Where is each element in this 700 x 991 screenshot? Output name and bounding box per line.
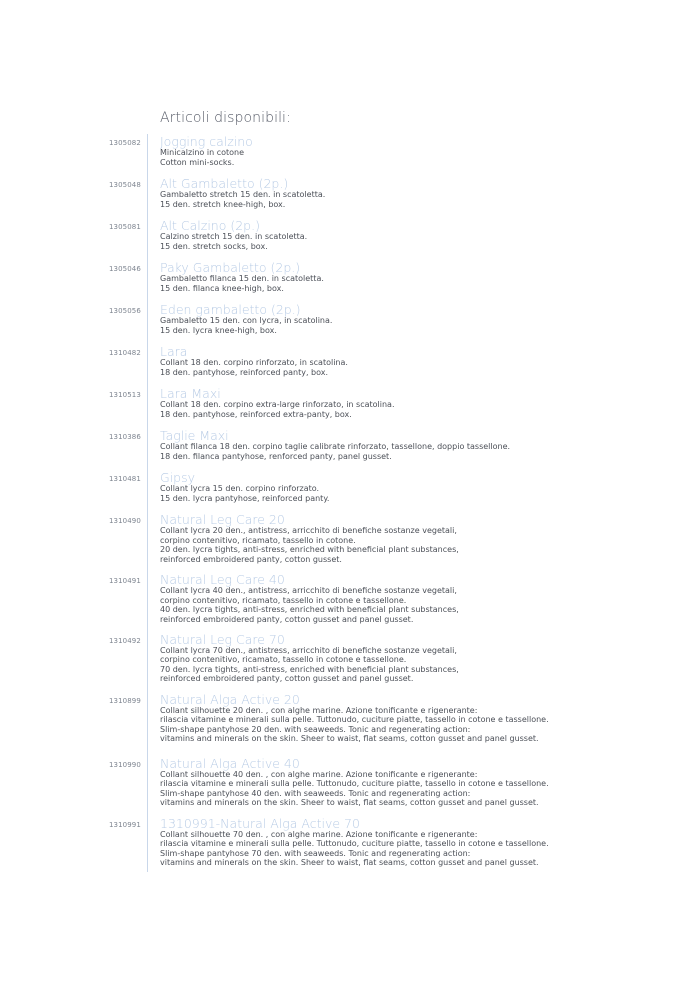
product-description-line: rilascia vitamine e minerali sulla pelle. Tuttonudo, cuciture piatte, tassello in cotone e tassellone. bbox=[160, 715, 549, 724]
product-body bbox=[160, 573, 700, 624]
product-description-line: 70 den. lycra tights, anti-stress, enriched with beneficial plant substances, bbox=[160, 664, 459, 674]
product-name: Gipsy bbox=[160, 470, 196, 485]
product-item bbox=[0, 219, 700, 251]
product-description-line: 15 den. lycra knee-high, box. bbox=[160, 325, 277, 335]
product-code: 1310990 bbox=[109, 760, 141, 769]
product-name: Lara bbox=[160, 344, 188, 359]
product-item bbox=[0, 757, 700, 808]
product-body bbox=[160, 303, 700, 335]
product-code: 1310491 bbox=[109, 577, 141, 585]
product-description-line: Slim-shape pantyhose 40 den. with seaweeds. Tonic and regenerating action: bbox=[160, 788, 471, 798]
product-description-line: Collant silhouette 20 den. , con alghe marine. Azione tonificante e rigenerante: bbox=[160, 705, 478, 715]
product-code: 1305046 bbox=[109, 265, 141, 273]
product-description-line: Minicalzino in cotone bbox=[160, 148, 245, 157]
product-body bbox=[160, 757, 700, 808]
product-description-line: 18 den. filanca pantyhose, renforced panty, panel gusset. bbox=[160, 451, 392, 461]
product-code: 1305082 bbox=[109, 139, 141, 147]
product-description-line: Cotton mini-socks. bbox=[160, 157, 235, 167]
product-name: Jogging calzino bbox=[160, 134, 253, 149]
product-code: 1310386 bbox=[109, 433, 141, 441]
product-code: 1310490 bbox=[109, 517, 141, 525]
product-description-line: Collant lycra 40 den., antistress, arricchito di benefiche sostanze vegetali, bbox=[160, 586, 457, 595]
product-item bbox=[0, 303, 700, 335]
product-description-line: reinforced embroidered panty, cotton gusset and panel gusset. bbox=[160, 674, 414, 683]
product-description-line: 15 den. lycra pantyhose, reinforced panty. bbox=[160, 493, 330, 503]
product-item bbox=[0, 345, 700, 377]
product-code: 1305081 bbox=[109, 223, 141, 231]
product-name: Natural Leg Care 20 bbox=[160, 512, 285, 527]
product-description-line: Collant 18 den. corpino extra-large rinforzato, in scatolina. bbox=[160, 400, 395, 409]
product-description-line: Collant 18 den. corpino rinforzato, in scatolina. bbox=[160, 358, 348, 367]
product-description-line: 18 den. pantyhose, reinforced panty, box. bbox=[160, 367, 329, 377]
product-description-line: 15 den. stretch knee-high, box. bbox=[160, 199, 286, 209]
product-description-line: Gambaletto 15 den. con lycra, in scatolina. bbox=[160, 316, 333, 325]
product-name: Natural Leg Care 70 bbox=[160, 631, 285, 647]
product-name: 1310991-Natural Alga Active 70 bbox=[160, 815, 360, 831]
product-description-line: 15 den. stretch socks, box. bbox=[160, 241, 268, 251]
product-description-line: Collant silhouette 40 den. , con alghe marine. Azione tonificante e rigenerante: bbox=[160, 769, 478, 779]
product-item bbox=[0, 429, 700, 461]
product-body bbox=[160, 387, 700, 419]
product-description-line: corpino contenitivo, ricamato, tassello in cotone e tassellone. bbox=[160, 595, 407, 605]
product-description-line: rilascia vitamine e minerali sulla pelle. Tuttonudo, cuciture piatte, tassello in cotone e tassellone. bbox=[160, 839, 549, 848]
product-description-line: Collant filanca 18 den. corpino taglie calibrate rinforzato, tassellone, doppio tassellone. bbox=[160, 442, 511, 451]
product-description-line: vitamins and minerals on the skin. Sheer to waist, flat seams, cotton gusset and panel gusset. bbox=[160, 798, 539, 807]
product-name: Taglie Maxi bbox=[160, 428, 229, 443]
product-body bbox=[160, 219, 700, 251]
product-description-line: 15 den. filanca knee-high, box. bbox=[160, 283, 284, 293]
product-item bbox=[0, 261, 700, 293]
product-description-line: Collant silhouette 70 den. , con alghe marine. Azione tonificante e rigenerante: bbox=[160, 829, 478, 839]
product-name: Lara Maxi bbox=[160, 386, 221, 401]
product-description-line: Calzino stretch 15 den. in scatoletta. bbox=[160, 232, 308, 241]
product-code: 1310492 bbox=[109, 636, 141, 645]
product-code: 1310482 bbox=[109, 349, 141, 357]
product-code: 1305048 bbox=[109, 181, 141, 189]
product-description-line: Collant lycra 70 den., antistress, arricchito di benefiche sostanze vegetali, bbox=[160, 645, 457, 655]
product-description-line: corpino contenitivo, ricamato, tassello in cotone e tassellone. bbox=[160, 655, 407, 664]
product-code: 1310481 bbox=[109, 475, 141, 483]
product-description-line: 20 den. lycra tights, anti-stress, enriched with beneficial plant substances, bbox=[160, 545, 459, 554]
product-body bbox=[160, 345, 700, 377]
product-body bbox=[160, 135, 700, 167]
product-item bbox=[0, 135, 700, 167]
product-name: Natural Alga Active 40 bbox=[160, 755, 300, 771]
product-body bbox=[160, 633, 700, 684]
product-description-line: Collant lycra 15 den. corpino rinforzato. bbox=[160, 484, 320, 493]
product-description-line: reinforced embroidered panty, cotton gusset. bbox=[160, 554, 342, 564]
product-name: Alt Calzino (2p.) bbox=[160, 218, 260, 233]
product-description-line: reinforced embroidered panty, cotton gusset and panel gusset. bbox=[160, 614, 414, 624]
product-code: 1310899 bbox=[109, 696, 141, 705]
product-body bbox=[160, 429, 700, 461]
product-item bbox=[0, 513, 700, 564]
product-body bbox=[160, 177, 700, 209]
product-body bbox=[160, 693, 700, 744]
product-body bbox=[160, 513, 700, 564]
product-body bbox=[160, 261, 700, 293]
product-item bbox=[0, 387, 700, 419]
product-name: Natural Leg Care 40 bbox=[160, 572, 285, 587]
product-item bbox=[0, 573, 700, 624]
product-description-line: Slim-shape pantyhose 70 den. with seaweeds. Tonic and regenerating action: bbox=[160, 848, 471, 858]
product-code: 1310513 bbox=[109, 391, 141, 399]
product-body bbox=[160, 471, 700, 503]
product-item bbox=[0, 471, 700, 503]
product-description-line: 40 den. lycra tights, anti-stress, enriched with beneficial plant substances, bbox=[160, 605, 459, 614]
product-description-line: Gambaletto stretch 15 den. in scatoletta. bbox=[160, 190, 326, 199]
product-description-line: Slim-shape pantyhose 20 den. with seaweeds. Tonic and regenerating action: bbox=[160, 724, 471, 734]
product-description-line: vitamins and minerals on the skin. Sheer to waist, flat seams, cotton gusset and panel gusset. bbox=[160, 734, 539, 743]
product-code: 1310991 bbox=[109, 820, 141, 829]
product-item bbox=[0, 177, 700, 209]
product-description-line: rilascia vitamine e minerali sulla pelle. Tuttonudo, cuciture piatte, tassello in cotone e tassellone. bbox=[160, 779, 549, 788]
product-item bbox=[0, 633, 700, 684]
product-name: Alt Gambaletto (2p.) bbox=[160, 176, 289, 191]
product-name: Eden gambaletto (2p.) bbox=[160, 302, 301, 317]
product-description-line: Gambaletto filanca 15 den. in scatoletta. bbox=[160, 274, 324, 283]
product-name: Natural Alga Active 20 bbox=[160, 691, 300, 707]
product-description-line: corpino contenitivo, ricamato, tassello in cotone. bbox=[160, 535, 356, 545]
product-code: 1305056 bbox=[109, 307, 141, 315]
page-title: Articoli disponibili: bbox=[160, 110, 291, 126]
product-item bbox=[0, 693, 700, 744]
product-description-line: Collant lycra 20 den., antistress, arricchito di benefiche sostanze vegetali, bbox=[160, 526, 457, 535]
product-item bbox=[0, 817, 700, 868]
product-name: Paky Gambaletto (2p.) bbox=[160, 260, 301, 275]
product-description-line: 18 den. pantyhose, reinforced extra-panty, box. bbox=[160, 409, 352, 419]
product-body bbox=[160, 817, 700, 868]
product-description-line: vitamins and minerals on the skin. Sheer to waist, flat seams, cotton gusset and panel gusset. bbox=[160, 858, 539, 867]
